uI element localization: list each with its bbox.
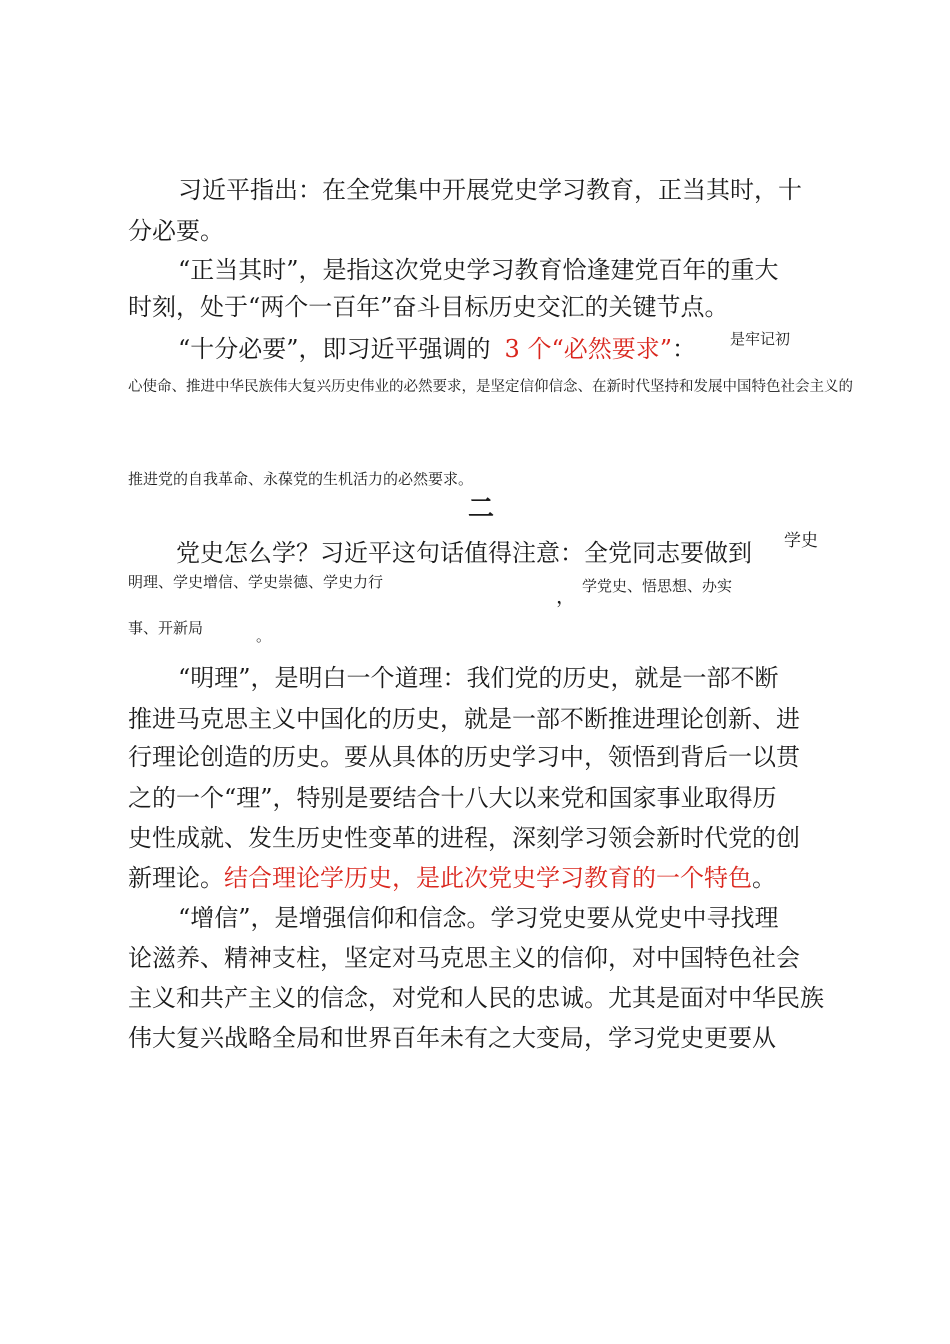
p6-line4: 伟大复兴战略全局和世界百年未有之大变局，学习党史更要从 bbox=[128, 1024, 776, 1052]
p6-line3: 主义和共产主义的信念，对党和人民的忠诚。尤其是面对中华民族 bbox=[128, 984, 824, 1012]
p2-line2: 时刻，处于“两个一百年”奋斗目标历史交汇的关键节点。 bbox=[128, 293, 729, 321]
p6-line2: 论滋养、精神支柱，坚定对马克思主义的信仰，对中国特色社会 bbox=[128, 944, 800, 972]
p3-highlight: 3 个“必然要求” bbox=[504, 335, 672, 363]
p5-line4: 之的一个“理”，特别是要结合十八大以来党和国家事业取得历 bbox=[128, 784, 777, 812]
p5-line3: 行理论创造的历史。要从具体的历史学习中，领悟到背后一以贯 bbox=[128, 743, 800, 771]
p1-line2: 分必要。 bbox=[128, 217, 224, 245]
section-heading: 二 bbox=[468, 494, 495, 524]
p4-line3-small: 事、开新局 bbox=[128, 619, 204, 637]
p5-highlight: 结合理论学历史，是此次党史学习教育的一个特色 bbox=[224, 864, 752, 892]
p4-tail-small: 学史 bbox=[784, 531, 818, 551]
p4-comma: ， bbox=[556, 584, 576, 608]
p5-line1: “明理”，是明白一个道理：我们党的历史，就是一部不断 bbox=[178, 664, 779, 692]
p1-line1: 习近平指出：在全党集中开展党史学习教育，正当其时，十 bbox=[178, 176, 802, 204]
p5-line2: 推进马克思主义中国化的历史，就是一部不断推进理论创新、进 bbox=[128, 705, 800, 733]
p4-line2a-small: 明理、学史增信、学史崇德、学史力行 bbox=[128, 573, 384, 591]
p4-lead: 党史怎么学？习近平这句话值得注意：全党同志要做到 bbox=[176, 539, 752, 567]
p5-line6-lead: 新理论。 bbox=[128, 864, 224, 892]
p3-lead: “十分必要”，即习近平强调的 bbox=[178, 335, 491, 363]
p3-line1 bbox=[178, 337, 696, 361]
p5-line6-end: 。 bbox=[752, 864, 776, 892]
p4-line2b-small: 学党史、悟思想、办实 bbox=[582, 577, 733, 595]
p5-line5: 史性成就、发生历史性变革的进程，深刻学习领会新时代党的创 bbox=[128, 824, 800, 852]
p5-line6 bbox=[128, 866, 776, 890]
p3-tail-small: 是牢记初 bbox=[730, 330, 791, 348]
p3-colon: ： bbox=[671, 335, 696, 363]
p3-line3-small: 推进党的自我革命、永葆党的生机活力的必然要求。 bbox=[128, 470, 474, 488]
p3-line2-small: 心使命、推进中华民族伟大复兴历史伟业的必然要求，是坚定信仰信念、在新时代坚持和发展中国特色社会主义的 bbox=[128, 379, 853, 395]
p4-period: 。 bbox=[256, 627, 272, 645]
p2-line1: “正当其时”，是指这次党史学习教育恰逢建党百年的重大 bbox=[178, 256, 779, 284]
p6-line1: “增信”，是增强信仰和信念。学习党史要从党史中寻找理 bbox=[178, 904, 779, 932]
